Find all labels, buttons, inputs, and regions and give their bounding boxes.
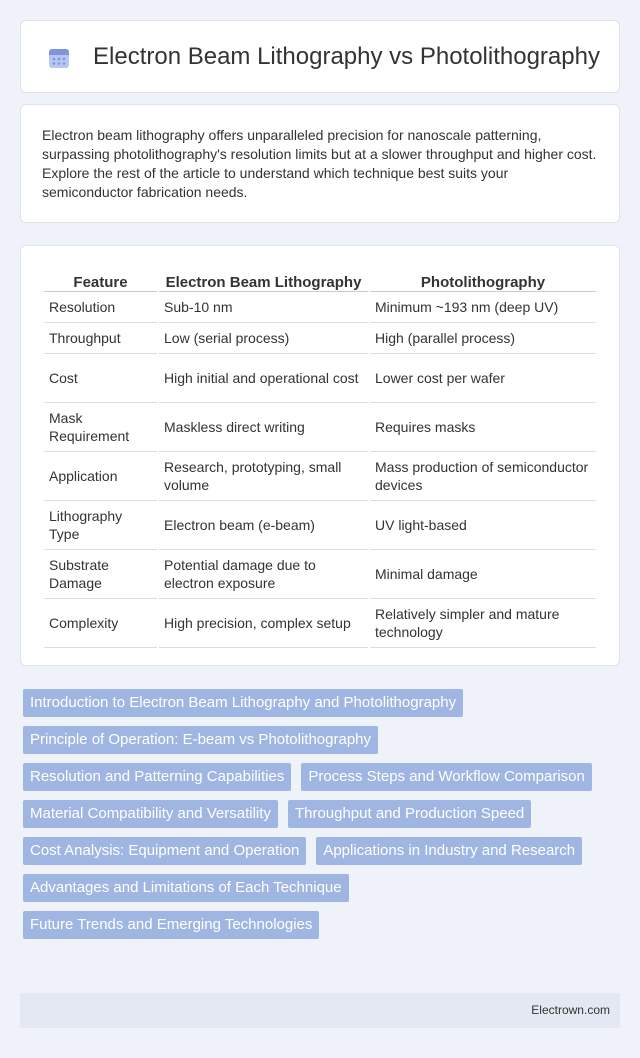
intro-card	[20, 104, 620, 223]
comparison-table-card	[20, 245, 620, 666]
table-row	[44, 599, 596, 648]
table-cell: Relatively simpler and mature technology	[370, 599, 596, 648]
intro-text: Electron beam lithography offers unparalleled precision for nanoscale patterning, surpassing photolithography's resolution limits but at a slower throughput and higher cost. Explore the rest of the article to understand which technique best suits your semiconductor fabrication needs.	[42, 127, 597, 200]
table-cell: Complexity	[44, 599, 157, 648]
table-cell: High precision, complex setup	[159, 599, 368, 648]
table-cell: UV light-based	[370, 501, 596, 550]
table-header-row	[44, 266, 596, 292]
topic-link-throughput[interactable]: Throughput and Production Speed	[288, 800, 531, 828]
table-cell: Throughput	[44, 323, 157, 354]
topic-link-resolution[interactable]: Resolution and Patterning Capabilities	[23, 763, 291, 791]
topic-link-introduction[interactable]: Introduction to Electron Beam Lithography and Photolithography	[23, 689, 463, 717]
table-cell: Substrate Damage	[44, 550, 157, 599]
page-title: Electron Beam Lithography vs Photolithography	[93, 43, 600, 70]
table-cell: Requires masks	[370, 403, 596, 452]
table-cell: Mass production of semiconductor devices	[370, 452, 596, 501]
table-row	[44, 354, 596, 403]
calendar-icon	[47, 46, 71, 70]
table-cell: Electron beam (e-beam)	[159, 501, 368, 550]
table-cell: High initial and operational cost	[159, 354, 368, 403]
table-cell: Lithography Type	[44, 501, 157, 550]
topic-link-applications[interactable]: Applications in Industry and Research	[316, 837, 582, 865]
table-cell: Potential damage due to electron exposure	[159, 550, 368, 599]
table-cell: Research, prototyping, small volume	[159, 452, 368, 501]
table-cell: High (parallel process)	[370, 323, 596, 354]
table-cell: Minimal damage	[370, 550, 596, 599]
topic-link-material[interactable]: Material Compatibility and Versatility	[23, 800, 278, 828]
table-row	[44, 323, 596, 354]
comparison-table	[42, 266, 598, 648]
topic-links	[20, 689, 625, 939]
topic-link-advantages[interactable]: Advantages and Limitations of Each Technique	[23, 874, 349, 902]
table-row	[44, 452, 596, 501]
column-header-ebl: Electron Beam Lithography	[159, 266, 368, 292]
table-cell: Low (serial process)	[159, 323, 368, 354]
table-cell: Sub-10 nm	[159, 292, 368, 323]
table-cell: Cost	[44, 354, 157, 403]
topic-link-process-steps[interactable]: Process Steps and Workflow Comparison	[301, 763, 592, 791]
table-cell: Lower cost per wafer	[370, 354, 596, 403]
table-cell: Application	[44, 452, 157, 501]
topic-link-future[interactable]: Future Trends and Emerging Technologies	[23, 911, 319, 939]
table-row	[44, 501, 596, 550]
footer	[20, 993, 620, 1028]
topic-link-principle[interactable]: Principle of Operation: E-beam vs Photolithography	[23, 726, 378, 754]
table-row	[44, 292, 596, 323]
table-row	[44, 403, 596, 452]
table-cell: Minimum ~193 nm (deep UV)	[370, 292, 596, 323]
table-row	[44, 550, 596, 599]
footer-brand[interactable]: Electrown.com	[531, 1003, 610, 1017]
header-card	[20, 20, 620, 93]
table-cell: Resolution	[44, 292, 157, 323]
column-header-photolithography: Photolithography	[370, 266, 596, 292]
topic-link-cost[interactable]: Cost Analysis: Equipment and Operation	[23, 837, 306, 865]
table-cell: Mask Requirement	[44, 403, 157, 452]
column-header-feature: Feature	[44, 266, 157, 292]
table-cell: Maskless direct writing	[159, 403, 368, 452]
